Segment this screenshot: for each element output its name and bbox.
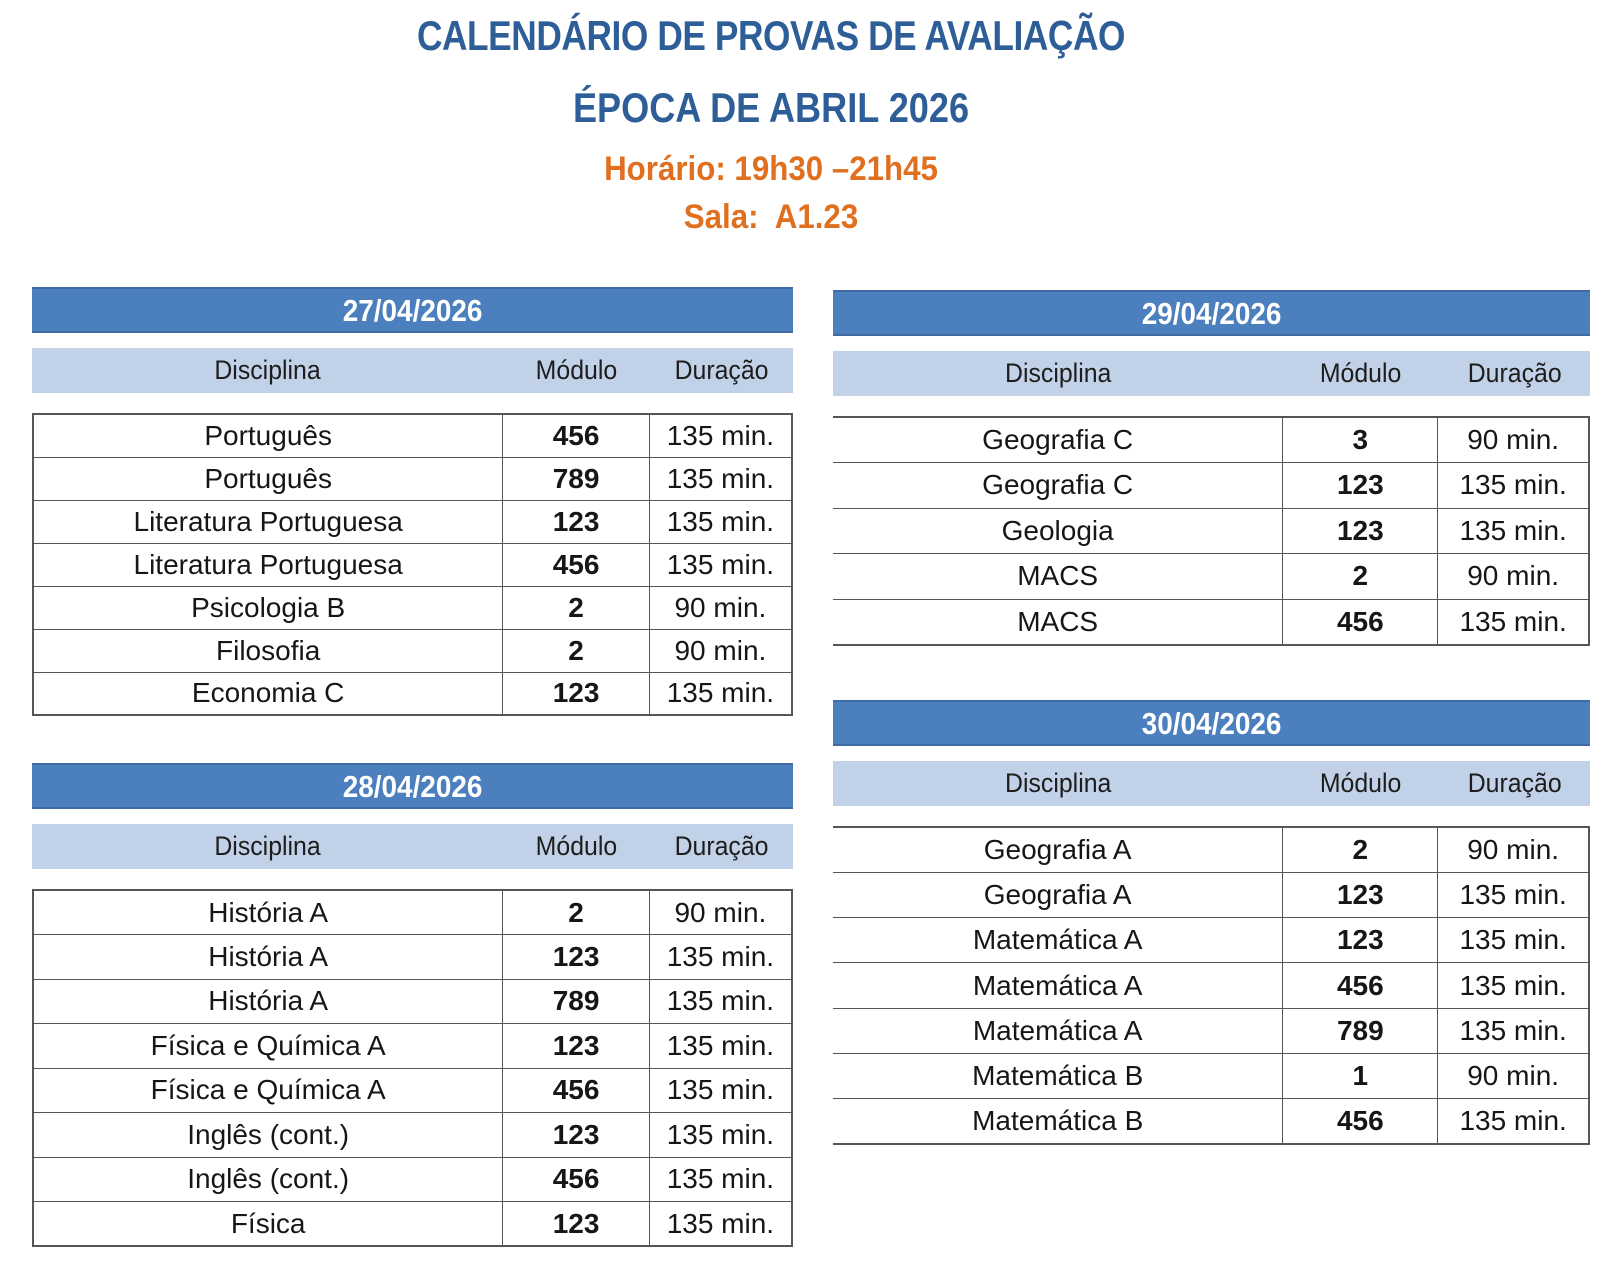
table-row bbox=[833, 827, 1589, 872]
cell-disciplina: Literatura Portuguesa bbox=[33, 543, 503, 586]
cell-modulo: 2 bbox=[1283, 827, 1438, 872]
cell-disciplina: Matemática B bbox=[833, 1099, 1283, 1144]
cell-modulo: 789 bbox=[1283, 1008, 1438, 1053]
date-text: 30/04/2026 bbox=[1141, 706, 1282, 741]
table-row bbox=[33, 935, 792, 980]
cell-modulo: 456 bbox=[1283, 1099, 1438, 1144]
table-row bbox=[833, 463, 1589, 509]
cell-modulo: 456 bbox=[1283, 963, 1438, 1008]
column-header-duracao: Duração bbox=[1467, 768, 1562, 798]
cell-duracao: 135 min. bbox=[649, 500, 792, 543]
column-header-modulo: Módulo bbox=[535, 355, 618, 385]
table-row bbox=[833, 1008, 1589, 1053]
cell-duracao: 90 min. bbox=[1438, 1053, 1589, 1098]
table-row bbox=[833, 1099, 1589, 1144]
table-row bbox=[33, 1202, 792, 1247]
cell-disciplina: Geografia C bbox=[833, 463, 1283, 509]
date-text: 28/04/2026 bbox=[342, 769, 483, 804]
cell-disciplina: Física e Química A bbox=[33, 1024, 503, 1069]
table-row bbox=[33, 890, 792, 935]
cell-modulo: 123 bbox=[1283, 872, 1438, 917]
cell-disciplina: Matemática A bbox=[833, 1008, 1283, 1053]
cell-modulo: 2 bbox=[503, 586, 649, 629]
table-row bbox=[833, 508, 1589, 554]
cell-modulo: 123 bbox=[503, 672, 649, 715]
cell-disciplina: Geologia bbox=[833, 508, 1283, 554]
table-row bbox=[833, 554, 1589, 600]
cell-duracao: 135 min. bbox=[649, 935, 792, 980]
exam-rows-table bbox=[32, 889, 793, 1247]
cell-modulo: 3 bbox=[1283, 417, 1438, 463]
table-row bbox=[33, 629, 792, 672]
cell-modulo: 123 bbox=[503, 935, 649, 980]
cell-duracao: 90 min. bbox=[649, 629, 792, 672]
cell-modulo: 1 bbox=[1283, 1053, 1438, 1098]
table-row bbox=[833, 1053, 1589, 1098]
cell-duracao: 135 min. bbox=[1438, 1099, 1589, 1144]
cell-duracao: 135 min. bbox=[1438, 963, 1589, 1008]
column-header-duracao: Duração bbox=[674, 355, 769, 385]
column-header-modulo: Módulo bbox=[1320, 768, 1402, 798]
cell-duracao: 135 min. bbox=[649, 414, 792, 457]
date-header-bar bbox=[32, 287, 793, 333]
table-row bbox=[833, 918, 1589, 963]
cell-modulo: 123 bbox=[1283, 918, 1438, 963]
column-header-modulo: Módulo bbox=[1320, 358, 1402, 388]
cell-modulo: 456 bbox=[1283, 599, 1438, 645]
cell-duracao: 135 min. bbox=[1438, 1008, 1589, 1053]
cell-disciplina: Física bbox=[33, 1202, 503, 1247]
table-row bbox=[833, 417, 1589, 463]
table-row bbox=[33, 500, 792, 543]
exam-table-29-04-2026 bbox=[833, 290, 1590, 646]
exam-table-27-04-2026 bbox=[32, 287, 793, 716]
cell-duracao: 135 min. bbox=[649, 1157, 792, 1202]
cell-disciplina: MACS bbox=[833, 554, 1283, 600]
cell-duracao: 135 min. bbox=[649, 979, 792, 1024]
table-row bbox=[33, 586, 792, 629]
cell-disciplina: Economia C bbox=[33, 672, 503, 715]
exam-rows-table bbox=[833, 416, 1590, 646]
cell-duracao: 135 min. bbox=[649, 1202, 792, 1247]
cell-duracao: 135 min. bbox=[1438, 508, 1589, 554]
column-header-row bbox=[833, 761, 1590, 806]
column-header-modulo: Módulo bbox=[535, 831, 618, 861]
document-title: CALENDÁRIO DE PROVAS DE AVALIAÇÃO bbox=[416, 12, 1126, 59]
table-row bbox=[33, 1157, 792, 1202]
cell-duracao: 135 min. bbox=[1438, 463, 1589, 509]
cell-duracao: 135 min. bbox=[649, 457, 792, 500]
cell-disciplina: Geografia A bbox=[833, 872, 1283, 917]
table-row bbox=[33, 672, 792, 715]
cell-duracao: 135 min. bbox=[649, 1024, 792, 1069]
cell-modulo: 789 bbox=[503, 457, 649, 500]
cell-modulo: 789 bbox=[503, 979, 649, 1024]
date-text: 27/04/2026 bbox=[342, 293, 483, 328]
column-header-disciplina: Disciplina bbox=[1005, 358, 1112, 388]
table-row bbox=[33, 979, 792, 1024]
cell-modulo: 2 bbox=[503, 890, 649, 935]
column-header-row bbox=[833, 351, 1590, 396]
cell-disciplina: MACS bbox=[833, 599, 1283, 645]
cell-modulo: 123 bbox=[503, 1024, 649, 1069]
cell-modulo: 123 bbox=[503, 500, 649, 543]
column-header-disciplina: Disciplina bbox=[1005, 768, 1112, 798]
cell-duracao: 90 min. bbox=[649, 586, 792, 629]
cell-modulo: 456 bbox=[503, 414, 649, 457]
table-row bbox=[33, 457, 792, 500]
cell-disciplina: Matemática A bbox=[833, 918, 1283, 963]
cell-disciplina: Geografia C bbox=[833, 417, 1283, 463]
cell-duracao: 135 min. bbox=[649, 672, 792, 715]
cell-disciplina: Português bbox=[33, 414, 503, 457]
cell-disciplina: Psicologia B bbox=[33, 586, 503, 629]
cell-duracao: 135 min. bbox=[1438, 872, 1589, 917]
room-text: Sala: A1.23 bbox=[683, 198, 859, 236]
cell-duracao: 135 min. bbox=[649, 543, 792, 586]
table-row bbox=[833, 599, 1589, 645]
cell-disciplina: Inglês (cont.) bbox=[33, 1157, 503, 1202]
table-row bbox=[833, 963, 1589, 1008]
date-header-bar bbox=[833, 290, 1590, 336]
cell-disciplina: Geografia A bbox=[833, 827, 1283, 872]
column-header-row bbox=[32, 824, 793, 869]
date-header-bar bbox=[833, 700, 1590, 746]
table-row bbox=[33, 414, 792, 457]
table-row bbox=[833, 872, 1589, 917]
cell-disciplina: Matemática B bbox=[833, 1053, 1283, 1098]
schedule-text: Horário: 19h30 –21h45 bbox=[604, 150, 938, 188]
table-row bbox=[33, 543, 792, 586]
cell-duracao: 135 min. bbox=[1438, 918, 1589, 963]
exam-rows-table bbox=[32, 413, 793, 716]
column-header-duracao: Duração bbox=[1467, 358, 1562, 388]
exam-rows-table bbox=[833, 826, 1590, 1145]
table-row bbox=[33, 1113, 792, 1158]
cell-duracao: 90 min. bbox=[1438, 417, 1589, 463]
date-header-bar bbox=[32, 763, 793, 809]
cell-duracao: 135 min. bbox=[649, 1068, 792, 1113]
column-header-row bbox=[32, 348, 793, 393]
cell-modulo: 456 bbox=[503, 1068, 649, 1113]
cell-duracao: 90 min. bbox=[1438, 827, 1589, 872]
exam-table-28-04-2026 bbox=[32, 763, 793, 1247]
cell-disciplina: História A bbox=[33, 890, 503, 935]
cell-disciplina: Matemática A bbox=[833, 963, 1283, 1008]
cell-disciplina: Literatura Portuguesa bbox=[33, 500, 503, 543]
cell-modulo: 2 bbox=[1283, 554, 1438, 600]
cell-modulo: 123 bbox=[503, 1113, 649, 1158]
cell-modulo: 456 bbox=[503, 1157, 649, 1202]
cell-duracao: 90 min. bbox=[649, 890, 792, 935]
cell-modulo: 123 bbox=[1283, 508, 1438, 554]
cell-duracao: 90 min. bbox=[1438, 554, 1589, 600]
cell-disciplina: História A bbox=[33, 979, 503, 1024]
cell-disciplina: Física e Química A bbox=[33, 1068, 503, 1113]
cell-modulo: 456 bbox=[503, 543, 649, 586]
table-row bbox=[33, 1068, 792, 1113]
cell-disciplina: Filosofia bbox=[33, 629, 503, 672]
cell-modulo: 2 bbox=[503, 629, 649, 672]
column-header-disciplina: Disciplina bbox=[214, 831, 321, 861]
exam-table-30-04-2026 bbox=[833, 700, 1590, 1145]
cell-modulo: 123 bbox=[503, 1202, 649, 1247]
column-header-disciplina: Disciplina bbox=[214, 355, 321, 385]
document-subtitle: ÉPOCA DE ABRIL 2026 bbox=[572, 84, 970, 131]
cell-disciplina: Inglês (cont.) bbox=[33, 1113, 503, 1158]
cell-duracao: 135 min. bbox=[1438, 599, 1589, 645]
column-header-duracao: Duração bbox=[674, 831, 769, 861]
table-row bbox=[33, 1024, 792, 1069]
date-text: 29/04/2026 bbox=[1141, 296, 1282, 331]
cell-disciplina: História A bbox=[33, 935, 503, 980]
cell-duracao: 135 min. bbox=[649, 1113, 792, 1158]
cell-modulo: 123 bbox=[1283, 463, 1438, 509]
cell-disciplina: Português bbox=[33, 457, 503, 500]
